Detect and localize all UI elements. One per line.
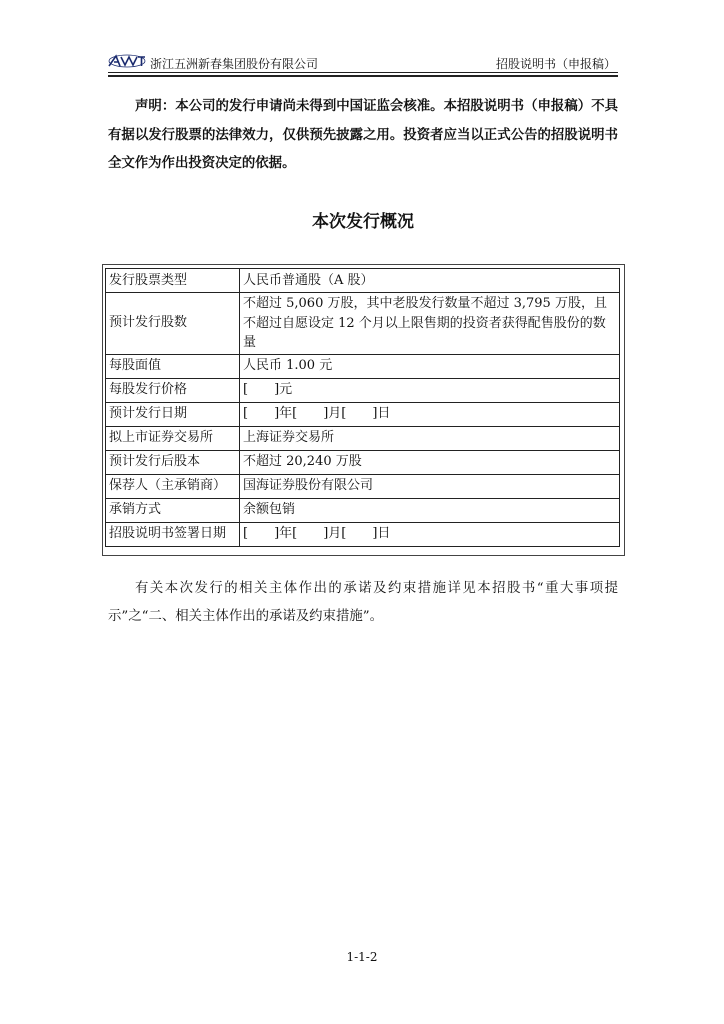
row-label: 发行股票类型 <box>106 269 240 293</box>
header-rule <box>108 72 618 73</box>
row-label: 招股说明书签署日期 <box>106 522 240 546</box>
row-label: 承销方式 <box>106 498 240 522</box>
header-company-name: 浙江五洲新春集团股份有限公司 <box>150 57 319 71</box>
row-value: [ ]元 <box>240 378 620 402</box>
table-row <box>106 354 620 378</box>
offering-overview-table <box>105 268 620 547</box>
page-header <box>108 52 618 74</box>
row-label: 拟上市证券交易所 <box>106 426 240 450</box>
table-row <box>106 498 620 522</box>
table-row <box>106 426 620 450</box>
table-row <box>106 293 620 355</box>
row-value: 人民币 1.00 元 <box>240 354 620 378</box>
company-logo-icon <box>108 54 146 68</box>
table-row <box>106 474 620 498</box>
row-value: 不超过 20,240 万股 <box>240 450 620 474</box>
row-value: [ ]年[ ]月[ ]日 <box>240 522 620 546</box>
header-document-type: 招股说明书（申报稿） <box>495 57 616 71</box>
table-row <box>106 450 620 474</box>
row-value: 国海证券股份有限公司 <box>240 474 620 498</box>
declaration-paragraph: 声明：本公司的发行申请尚未得到中国证监会核准。本招股说明书（申报稿）不具有据以发行股票的法律效力，仅供预先披露之用。投资者应当以正式公告的招股说明书全文作为作出投资决定的依据。 <box>108 99 618 171</box>
page-number: 1-1-2 <box>346 950 378 964</box>
row-label: 预计发行后股本 <box>106 450 240 474</box>
row-value: 不超过 5,060 万股，其中老股发行数量不超过 3,795 万股，且不超过自愿设定 12 个月以上限售期的投资者获得配售股份的数量 <box>240 293 620 355</box>
header-rule-thick <box>108 75 618 77</box>
row-value: 余额包销 <box>240 498 620 522</box>
table-row <box>106 522 620 546</box>
row-value: 人民币普通股（A 股） <box>240 269 620 293</box>
section-title: 本次发行概况 <box>312 212 414 232</box>
row-label: 预计发行日期 <box>106 402 240 426</box>
row-label: 预计发行股数 <box>106 293 240 355</box>
table-row <box>106 378 620 402</box>
row-label: 每股发行价格 <box>106 378 240 402</box>
table-row <box>106 269 620 293</box>
row-value: 上海证券交易所 <box>240 426 620 450</box>
row-label: 每股面值 <box>106 354 240 378</box>
row-label: 保荐人（主承销商） <box>106 474 240 498</box>
commitment-note-paragraph: 有关本次发行的相关主体作出的承诺及约束措施详见本招股书“重大事项提示”之“二、相关主体作出的承诺及约束措施”。 <box>108 581 618 624</box>
row-value: [ ]年[ ]月[ ]日 <box>240 402 620 426</box>
table-row <box>106 402 620 426</box>
